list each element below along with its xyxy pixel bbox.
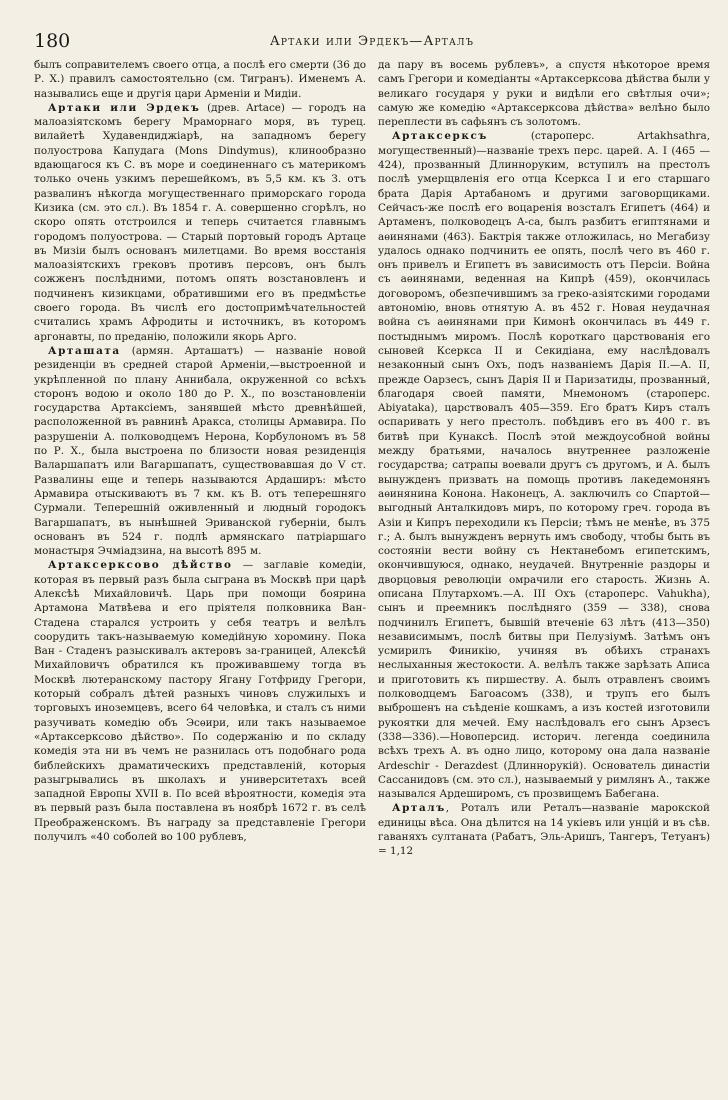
page-header: [34, 26, 710, 58]
left-column: [34, 58, 366, 859]
entry-headword: Артаки или Эрдекъ: [48, 101, 201, 114]
paragraph: [34, 58, 366, 101]
entry-headword: Артаксерксъ: [392, 130, 489, 143]
entry-artakserksovo: [34, 558, 366, 844]
text-columns: [34, 58, 710, 859]
entry-text: , Роталъ или Реталъ—названіе марокской единицы вѣса. Она дѣлится на 14 укіевъ или унцій и въ сѣв. гаваняхъ султаната (Рабатъ, Эль-Аришъ, Тангеръ, Тетуанъ) = 1,12: [378, 802, 710, 858]
running-title: Артаки или Эрдекъ—Арталъ: [269, 34, 475, 49]
entry-text: (древ. Artace) — городъ на малоазіятскомъ берегу Мраморнаго моря, въ турец. вилайетѣ Худавендиджіарѣ, на западномъ берегу полуострова Капудага (Mons Dindymus), клинообразно вдающагося къ С. въ море и соединеннаго съ материкомъ только очень узкимъ перешейкомъ, въ 5,5 км. къ З. отъ развалинъ нѣкогда могущественнаго приморскаго города Кизика (см. это сл.). Въ 1854 г. А. совершенно сгорѣлъ, но скоро опять отстроился и теперь считается главнымъ городомъ полуострова. — Старый портовый городъ Артаце въ Мизіи былъ основанъ милетцами. Во время восстанія малоазіятскихъ грековъ противъ персовъ, онъ былъ сожженъ послѣдними, потомъ опять возстановленъ и подчиненъ кизикцами, обратившими его въ предмѣстье своего города. Въ числѣ его достопримѣчательностей считались храмъ Афродиты и источникъ, въ которомъ аргонавты, по преданію, положили якорь Арго.: [34, 101, 366, 343]
entry-artal: [378, 801, 710, 858]
paragraph-text: былъ соправителемъ своего отца, а послѣ его смерти (36 до Р. Х.) правилъ самостоятельно (см. Тигранъ). Именемъ А. назывались еще и другія цари Арменіи и Мидіи.: [34, 59, 366, 100]
entry-text: (староперс. Artakhsathra, могущественный)—названіе трехъ перс. царей. А. I (465 — 424), прозванный Длинноруким, вступилъ на престолъ послѣ умерщвленія его отца Ксеркса I и его старшаго брата Дарія Артабаномъ и другими заговорщиками. Сейчасъ-же послѣ его воцаренія возсталъ Египетъ (464) и Артаменъ, полководецъ А-са, былъ разбитъ египтянами и аѳинянами (463). Бактрія также отложилась, но Мегабизу удалось однако подчинить ее опять, послѣ чего въ 460 г. онъ привелъ и Египетъ въ зависимость отъ Персіи. Война съ аѳинянами, веденная на Кипрѣ (459), окончилась договоромъ, обезпечившимъ за греко-азіятскими городами автономію, вновь отнятую А. въ 452 г. Новая неудачная война съ аѳинянами при Кимонѣ окончилась въ 449 г. постыднымъ миромъ. Послѣ короткаго царствованія его сыновей Ксеркса II и Секидіана, ему наслѣдовалъ незаконный сынъ Охъ, подъ названіемъ Дарія II.—А. II, прежде Оарзесъ, сынъ Дарія II и Паризатиды, прозванный, благодаря своей памяти, Мнемономъ (староперс. Abiyataka), царствовалъ 405—359. Его братъ Киръ сталъ оспаривать у него престолъ. побѣдивъ его въ 400 г. въ битвѣ при Кунаксѣ. Послѣ этой междоусобной войны между братьями, началось внутреннее разложеніе государства; сатрапы воевали другъ съ другомъ, и А. былъ вынужденъ призвать на помощь противъ лакедемонянъ аѳинянина Конона. Наконецъ, А. заключилъ со Спартой—выгодный Анталкидовъ миръ, по которому греч. города въ Азіи и Кипръ переходили къ Персіи; тѣмъ не менѣе, въ 375 г.; А. былъ вынужденъ вернуть имъ свободу, чтобы быть въ состояніи вести войну съ Нектанебомъ египетскимъ, окончившуюся, однако, неудачей. Внутренніе раздоры и дворцовыя революціи омрачили его старость. Жизнь А. описана Плутархомъ.—А. III Охъ (староперс. Vahukha), сынъ и преемникъ послѣдняго (359 — 338), снова подчинилъ Египетъ, бывшій втеченіе 63 лѣтъ (413—350) независимымъ, послѣ битвы при Пелузіумѣ. Затѣмъ онъ усмирилъ Финикію, учиняя въ обѣихъ странахъ неслыханныя жестокости. А. велѣлъ также зарѣзать Аписа и приготовить къ пиршеству. А. былъ отравленъ своимъ полководцемъ Багоасомъ (338), и трупъ его былъ выброшенъ на съѣденіе кошкамъ, а изъ костей изготовили рукоятки для мечей. Ему наслѣдовалъ его сынъ Арзесъ (338—336).—Новоперсид. историч. легенда соединила всѣхъ трехъ А. въ одно лицо, которому она дала названіе Ardeschir - Derazdest (Длиннорукій). Основатель династіи Сассанидовъ (см. это сл.), называемый у римлянъ А., также назывался Ардеширомъ, съ прозвищемъ Бабегана.: [378, 130, 710, 801]
entry-headword: Арталъ: [392, 802, 446, 815]
entry-headword: Артаксерксово дѣйство: [48, 559, 233, 572]
entry-artakserks: [378, 129, 710, 801]
paragraph-text: да пару въ восемь рублевъ», а спустя нѣкоторое время самъ Грегори и комедіанты «Артаксерксова дѣйства были у великаго государя у руки и видѣли его свѣтлыя очи»; самую же комедію «Артаксерксова дѣйства» велѣно было переплести въ сафьянъ съ золотомъ.: [378, 59, 710, 129]
page-number: 180: [34, 30, 71, 52]
paragraph: [378, 58, 710, 129]
entry-headword: Арташата: [48, 344, 121, 357]
entry-artashata: [34, 344, 366, 558]
entry-artaki: [34, 101, 366, 344]
right-column: [378, 58, 710, 859]
entry-text: (армян. Арташатъ) — названіе новой резиденціи въ средней старой Арменіи,—выстроенной и укрѣпленной по плану Аннибала, окруженной со всѣхъ сторонъ водою и около 180 до Р. Х., по возстановленіи государства Артаксіемъ, занявшей мѣсто древнѣйшей, расположенной въ равнинѣ Аракса, столицы Армавира. По разрушеніи А. полководцемъ Нерона, Корбулономъ въ 58 по Р. Х., была выстроена по близости новая резиденція Валаршапатъ или Вагаршапатъ, существовавшая до V ст. Развалины еще и теперь называются Ардаширъ: мѣсто Армавира отыскиваютъ въ 7 км. къ В. отъ теперешняго Сурмали. Теперешній оживленный и людный городокъ Вагаршапатъ, въ нынѣшней Эриванской губерніи, былъ основанъ въ 524 г. подлѣ армянскаго патріаршаго монастыря Эчміадзина, на высотѣ 895 м.: [34, 344, 366, 558]
entry-text: — заглавіе комедіи, которая въ первый разъ была сыграна въ Москвѣ при царѣ Алексѣѣ Михайловичѣ. Царь при помощи боярина Артамона Матвѣева и его пріятеля полковника Ван-Стадена старался устроить у себя театръ и велѣлъ соорудить такъ-называемую комедійную хоромину. Пока Ван - Стаденъ разыскивалъ актеровъ за-границей, Алексѣй Михайловичъ обратился къ проживавшему тогда въ Москвѣ лютеранскому пастору Ягану Готфриду Грегори, который собралъ дѣтей разныхъ чиновъ служилыхъ и торговыхъ иноземцевъ, всего 64 человѣка, и сталъ съ ними разучивать комедію объ Эсѳири, или такъ называемое «Артаксерксово дѣйство». По содержанію и по складу комедія эта ни въ чемъ не разнилась отъ подобнаго рода библейскихъ драматическихъ представленій, которыя разыгрывались въ школахъ и университетахъ всей западной Европы XVII в. По всей вѣроятности, комедія эта въ первый разъ была поставлена въ ноябрѣ 1672 г. въ селѣ Преображенскомъ. Въ награду за представленіе Грегори получилъ «40 соболей во 100 рублевъ,: [34, 559, 366, 844]
